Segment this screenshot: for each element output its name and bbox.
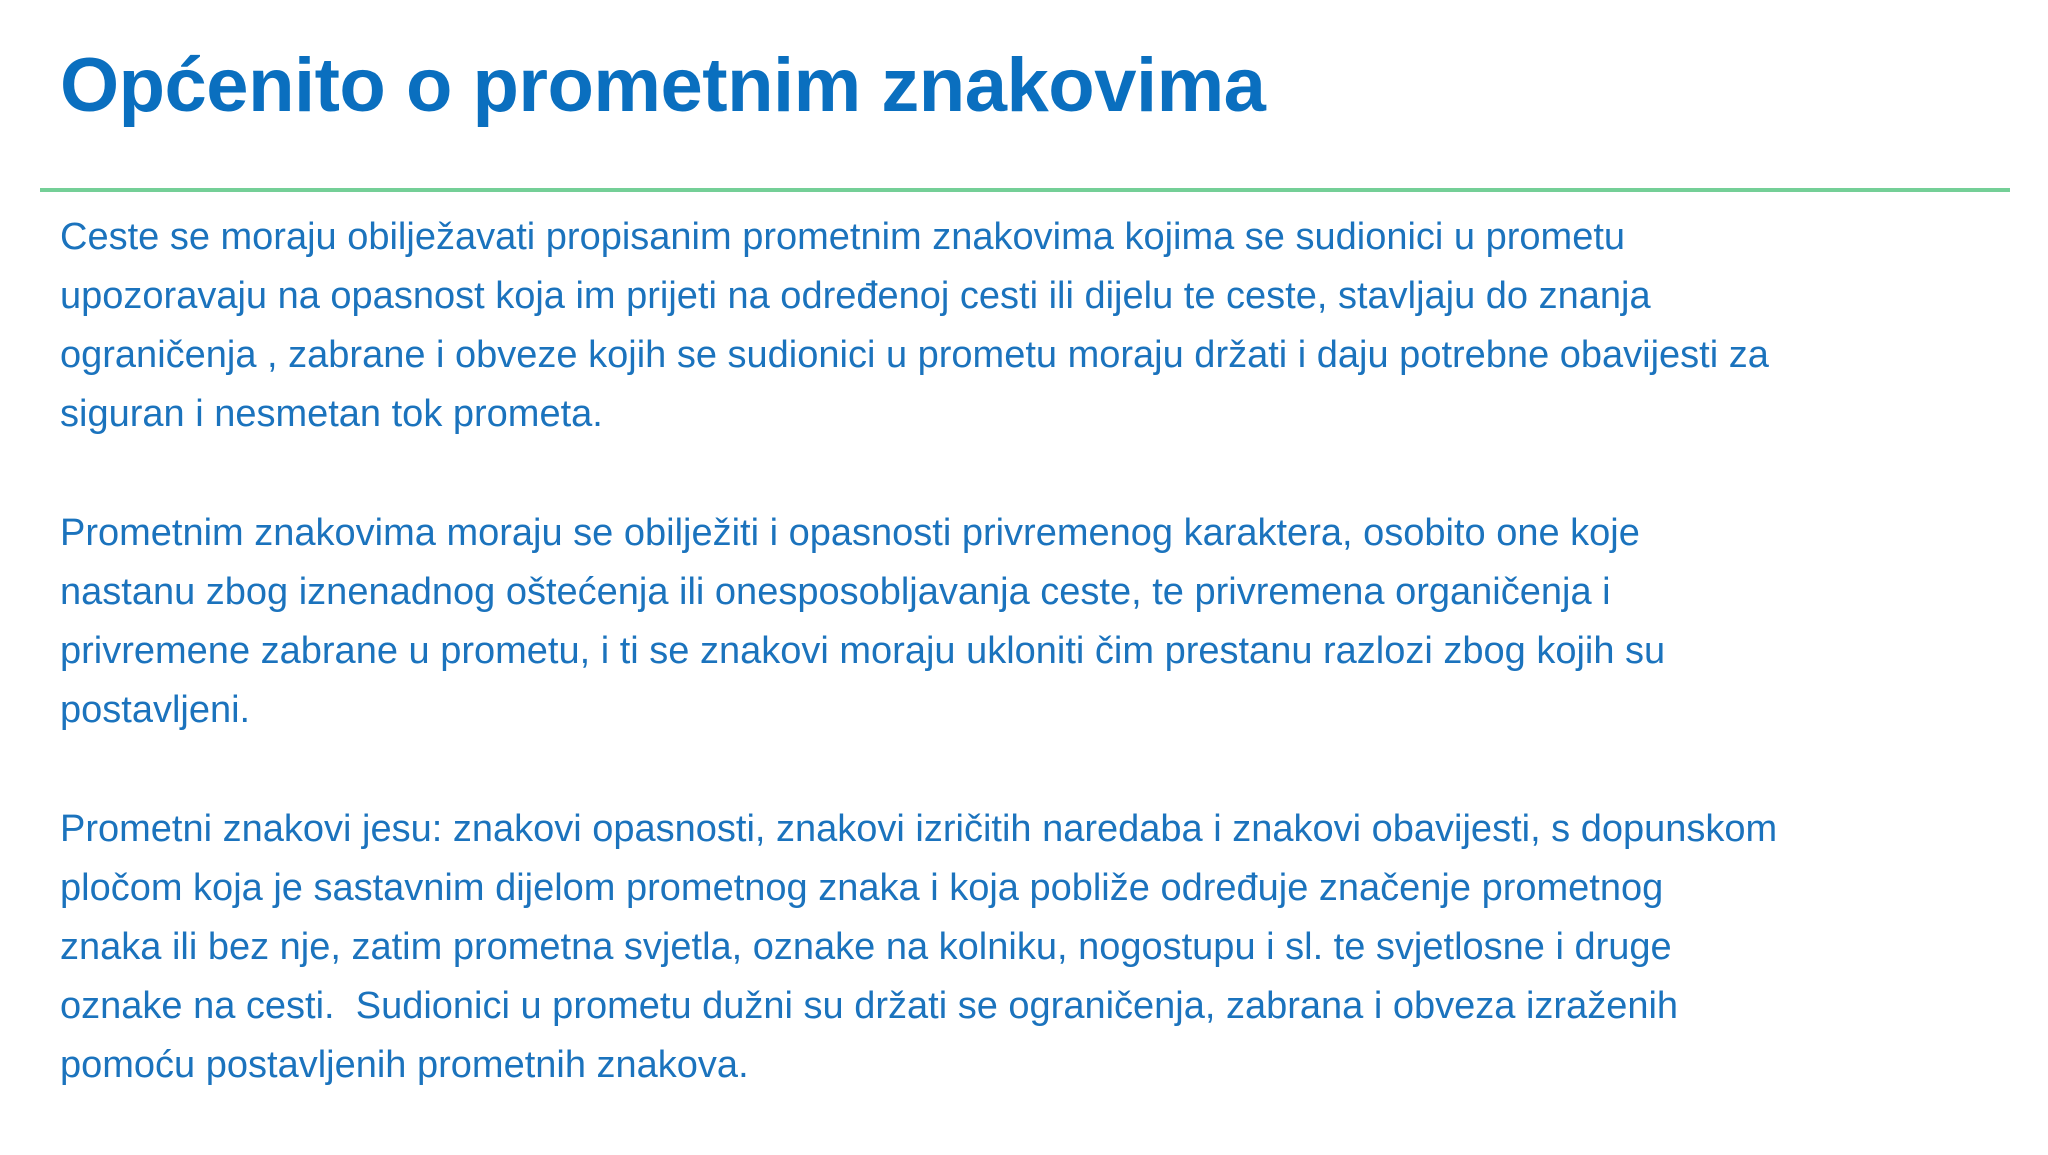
text-line: pomoću postavljenih prometnih znakova. xyxy=(60,1044,749,1086)
text-line: Prometni znakovi jesu: znakovi opasnosti, znakovi izričitih naredaba i znakovi obavijesti, s dopunskom xyxy=(60,808,1778,850)
text-line: ograničenja , zabrane i obveze kojih se sudionici u prometu moraju držati i daju potrebne obavijesti za xyxy=(60,334,1769,376)
text-line: postavljeni. xyxy=(60,689,251,731)
slide-body xyxy=(60,208,2020,1155)
paragraph-1 xyxy=(60,208,2020,444)
text-line: Prometnim znakovima moraju se obilježiti i opasnosti privremenog karaktera, osobito one koje xyxy=(60,512,1640,554)
text-line: Ceste se moraju obilježavati propisanim prometnim znakovima kojima se sudionici u prometu xyxy=(60,216,1626,258)
paragraph-3 xyxy=(60,800,2020,1095)
text-line: upozoravaju na opasnost koja im prijeti na određenoj cesti ili dijelu te ceste, stavljaju do znanja xyxy=(60,275,1651,317)
text-line: oznake na cesti. Sudionici u prometu dužni su držati se ograničenja, zabrana i obveza izraženih xyxy=(60,985,1679,1027)
page-title: Općenito o prometnim znakovima xyxy=(60,43,1266,128)
paragraph-2 xyxy=(60,504,2020,740)
text-line: znaka ili bez nje, zatim prometna svjetla, oznake na kolniku, nogostupu i sl. te svjetlosne i druge xyxy=(60,926,1672,968)
text-line: siguran i nesmetan tok prometa. xyxy=(60,393,603,435)
text-line: pločom koja je sastavnim dijelom prometnog znaka i koja pobliže određuje značenje prometnog xyxy=(60,867,1664,909)
text-line: privremene zabrane u prometu, i ti se znakovi moraju ukloniti čim prestanu razlozi zbog kojih su xyxy=(60,630,1666,672)
title-divider xyxy=(40,188,2010,192)
text-line: nastanu zbog iznenadnog oštećenja ili onesposobljavanja ceste, te privremena organičenja i xyxy=(60,571,1611,613)
